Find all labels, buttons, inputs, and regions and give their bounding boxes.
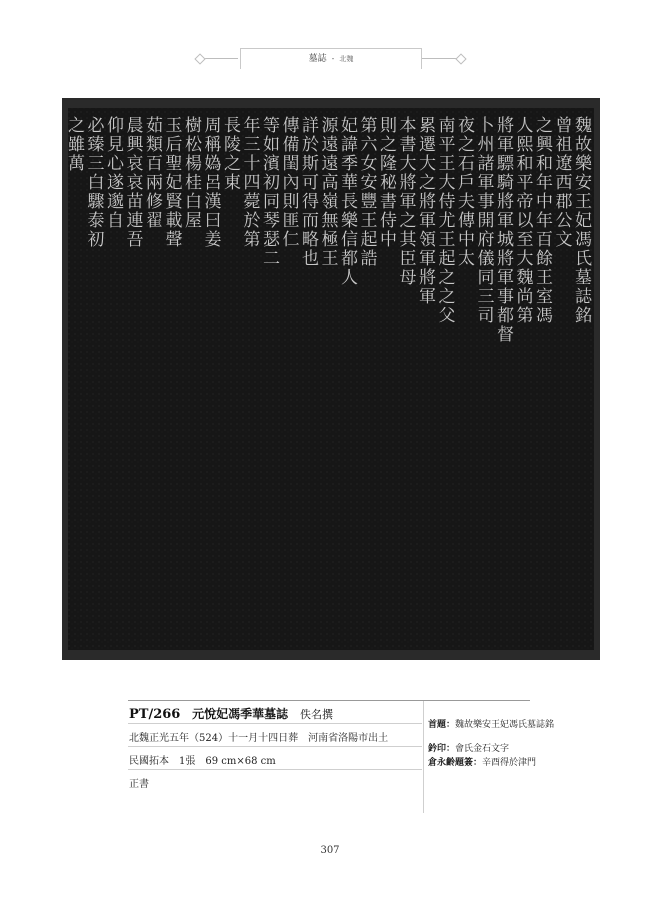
inscription-rubbing-image [62, 98, 600, 660]
header-ornament-left [194, 53, 205, 64]
inscription-column: 樹松楊桂白屋 [181, 116, 201, 230]
caption-top-rule [128, 700, 530, 701]
inscription-column: 妃諱季華長樂信都人 [337, 116, 357, 287]
inscription-column: 魏故樂安王妃馮氏墓誌銘 [571, 116, 591, 325]
catalog-title: 元悅妃馮季華墓誌 [192, 707, 289, 721]
catalog-physical-description: 民國拓本 1張 69 cm×68 cm [129, 756, 276, 767]
inscription-column: 晨興哀哀苗連吾 [122, 116, 143, 249]
inscription-column: 長陵之東 [220, 116, 240, 192]
meta-label-inscription: 倉永齡題簽：辛酉得於津門 [428, 758, 537, 768]
caption-row-rule [128, 723, 422, 724]
inscription-column: 源遠遠高嶺無極王 [317, 116, 338, 268]
inscription-column: 必臻三白驟泰初 [83, 116, 104, 249]
inscription-column: 等如濱初同琴瑟二 [259, 116, 279, 268]
inscription-column: 傳備閨內則匪仁 [278, 116, 299, 249]
inscription-column: 夜之石戶夫傳中太 [454, 116, 474, 268]
inscription-column: 仰見心遂邈自 [103, 116, 123, 230]
inscription-column: 本書大將軍之其臣母 [395, 116, 416, 287]
inscription-column: 曾祖遼西郡公文 [551, 116, 572, 249]
inscription-column: 第六女安豐王起誥 [356, 116, 377, 268]
header-ornament-right [455, 53, 466, 64]
catalog-script-type: 正書 [129, 779, 149, 790]
caption-column-separator [423, 701, 424, 813]
inscription-column: 周稱媯呂漢曰姜 [200, 116, 221, 249]
inscription-column: 之興和年中年百餘王室馮 [532, 116, 552, 325]
running-header: 墓誌 ・ 北魏 [240, 48, 422, 69]
header-title: 墓誌 [308, 54, 327, 64]
inscription-column: 人熙和平帝以至大魏尚第 [512, 116, 533, 325]
caption-row-rule [128, 769, 422, 770]
catalog-date-provenance: 北魏正光五年（524）十一月十四日葬 河南省洛陽市出土 [129, 733, 389, 744]
inscription-column: 卜州諸軍事開府儀同三司 [473, 116, 494, 325]
inscription-column: 南平王大侍尤王起之之父 [434, 116, 455, 325]
catalog-author: 佚名撰 [300, 708, 334, 721]
caption-row-rule [128, 746, 422, 747]
meta-heading-title: 首題：魏故樂安王妃馮氏墓誌銘 [428, 720, 555, 730]
inscription-column: 則之隆秘書侍中 [376, 116, 396, 249]
inscription-column: 年三十四薨於第 [239, 116, 260, 249]
catalog-title-line [129, 705, 333, 722]
inscription-column: 之雖萬 [64, 116, 84, 173]
inscription-column: 詳於斯可得而略也 [298, 116, 318, 268]
meta-seal: 鈐印：會氏金石文字 [428, 744, 510, 754]
inscription-column: 茹類百兩修翟 [142, 116, 162, 230]
header-subtitle: 北魏 [339, 55, 354, 63]
inscription-column: 將軍驃騎將軍城將軍事都督 [493, 116, 513, 344]
page-number: 307 [320, 845, 340, 856]
catalog-number: PT/266 [129, 707, 181, 722]
inscription-column: 累遷大之將軍領軍將軍 [415, 116, 435, 306]
inscription-column: 玉后聖妃賢載聲 [161, 116, 182, 249]
